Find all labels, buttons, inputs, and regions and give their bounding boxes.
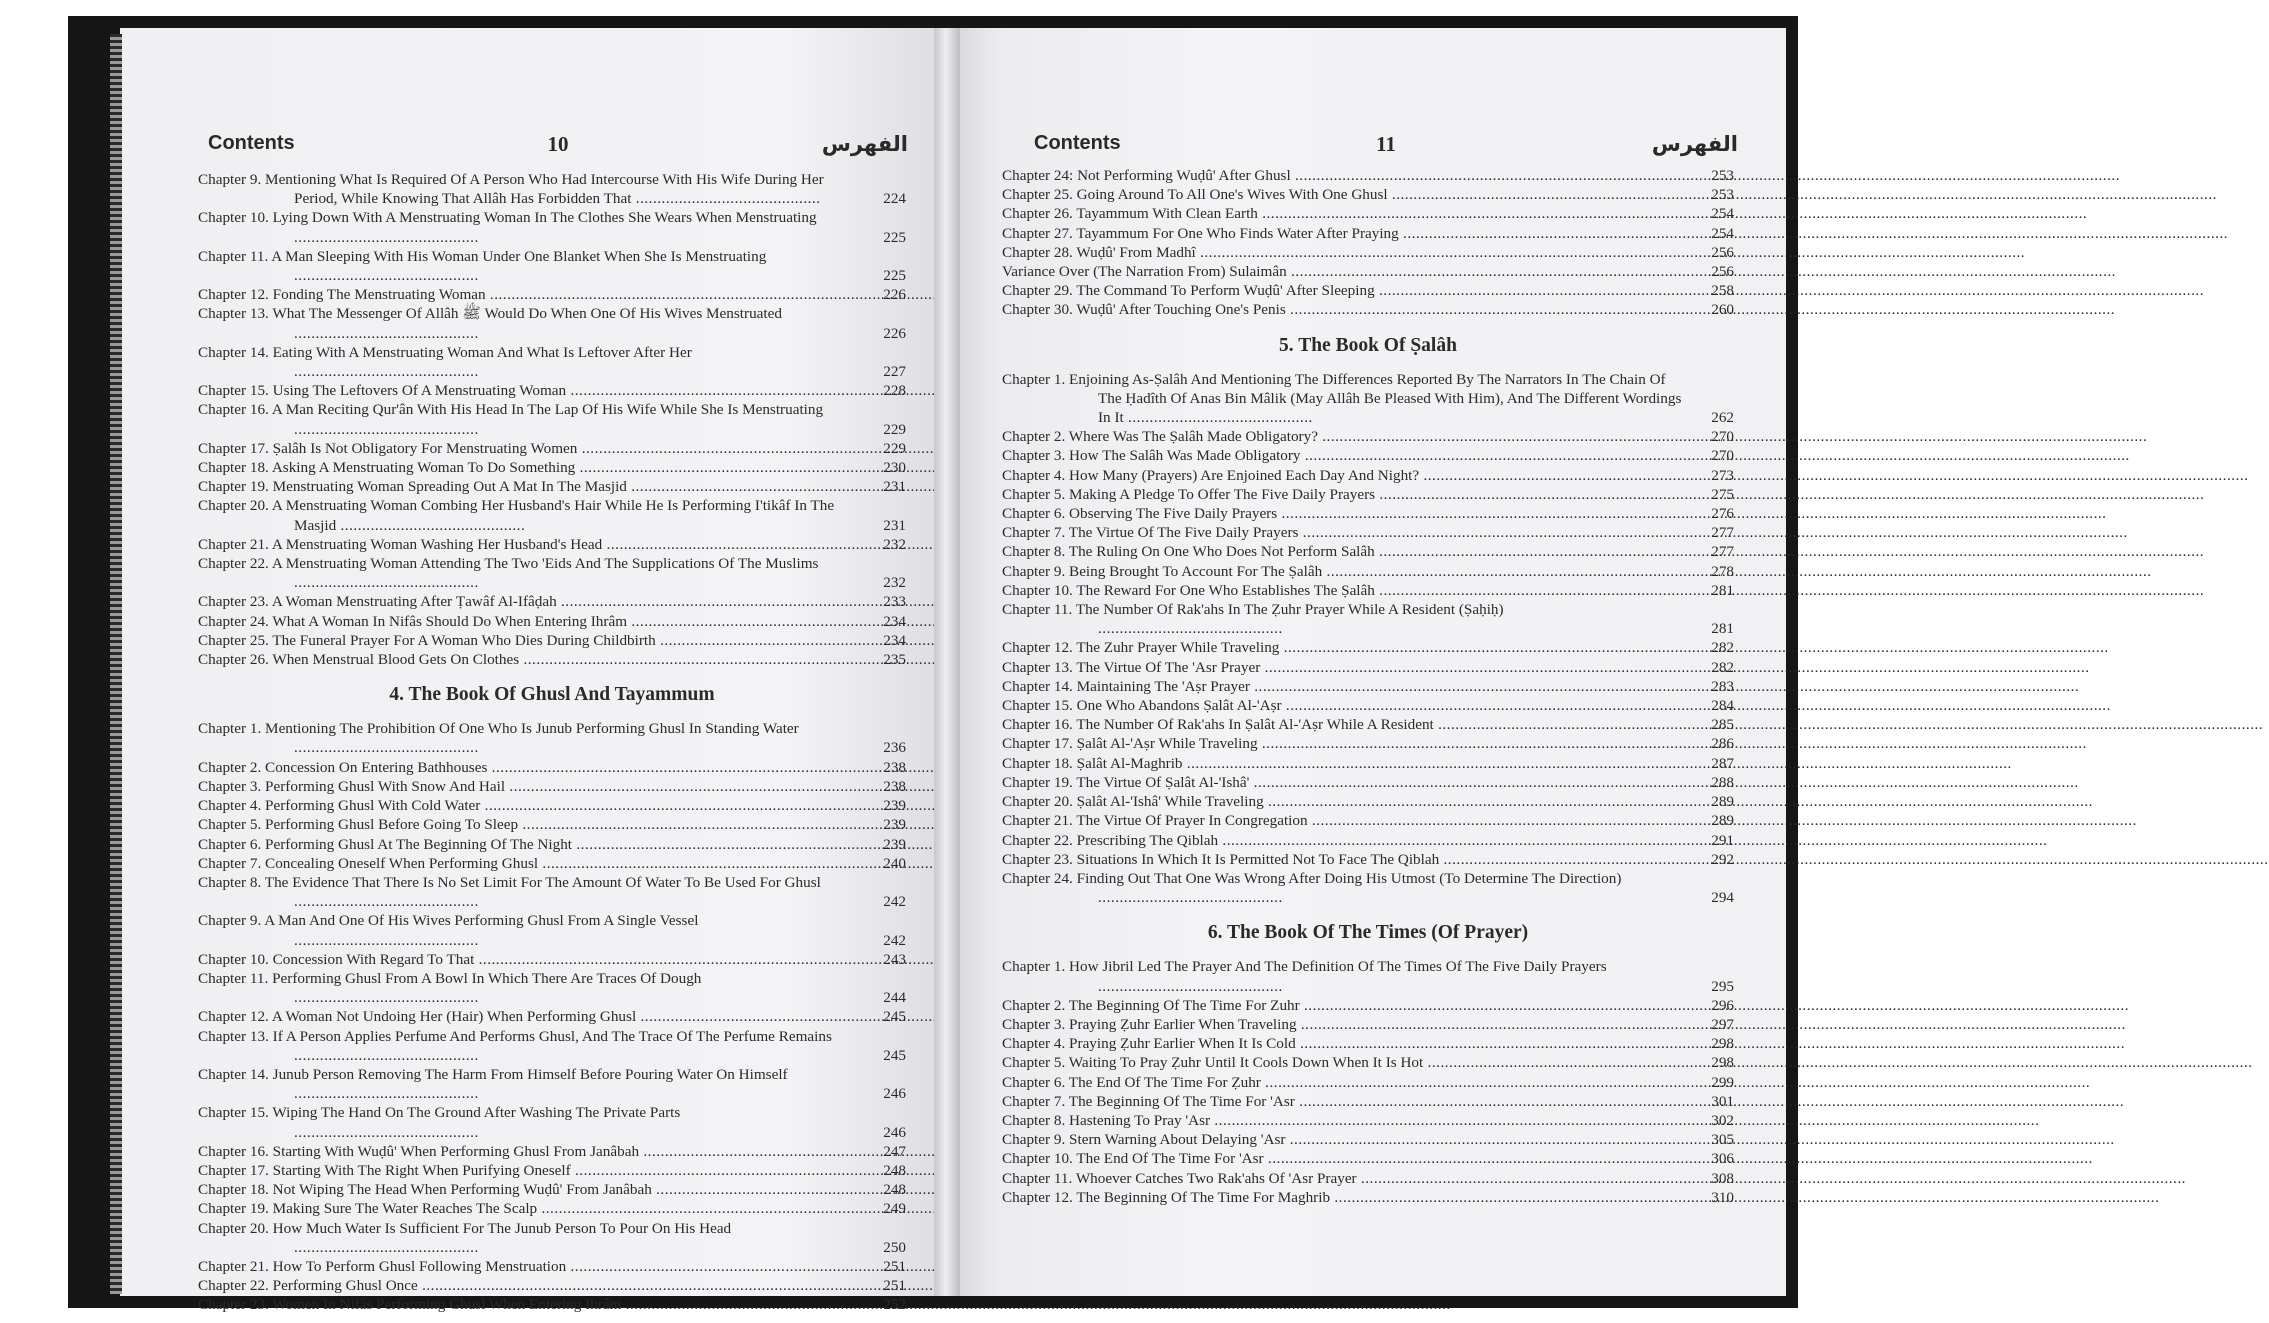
toc-entry-title: Chapter 17. Ṣalâh Is Not Obligatory For Menstruating Women ..... (198, 439, 864, 458)
toc-entry-title: Chapter 18. Asking A Menstruating Woman To Do Something ..... (198, 458, 864, 477)
toc-group-ghusl (198, 719, 906, 1314)
toc-entry (1002, 446, 1734, 465)
toc-entry (1002, 677, 1734, 696)
toc-entry-page: 246 (883, 1123, 906, 1141)
toc-entry-title: Chapter 14. Junub Person Removing The Harm From Himself Before Pouring Water On Himself ..... (198, 1065, 864, 1103)
toc-entry (1002, 1092, 1734, 1111)
toc-entry-page: 292 (1711, 850, 1734, 868)
toc-entry-page: 298 (1711, 1054, 1734, 1072)
toc-entry (1002, 754, 1734, 773)
toc-entry-title: Chapter 25. The Funeral Prayer For A Woman Who Dies During Childbirth ..... (198, 631, 864, 650)
toc-entry (1002, 792, 1734, 811)
toc-entry-page: 254 (1711, 224, 1734, 242)
toc-entry (1002, 638, 1734, 657)
toc-entry-title: Chapter 19. Menstruating Woman Spreading Out A Mat In The Masjid ..... (198, 477, 864, 496)
toc-entry-page: 260 (1711, 301, 1734, 319)
toc-entry-title: Chapter 1. Enjoining As-Ṣalâh And Mentioning The Differences Reported By The Narrators In The Chain Of The Ḥadîth Of Anas Bin Mâlik (May Allâh Be Pleased With Him), And The Different Wordings In It ..... (1002, 370, 1692, 428)
toc-entry-title: Chapter 4. How Many (Prayers) Are Enjoined Each Day And Night? ..... (1002, 466, 1692, 485)
contents-label: Contents (1034, 132, 1121, 154)
toc-entry-title: Chapter 5. Making A Pledge To Offer The Five Daily Prayers ..... (1002, 485, 1692, 504)
toc-entry-page: 234 (883, 631, 906, 649)
toc-entry (198, 1142, 906, 1161)
arabic-contents-label: الفهرس (1651, 133, 1738, 156)
toc-entry-page: 231 (883, 478, 906, 496)
toc-group-menstruation (198, 170, 906, 669)
toc-entry (198, 285, 906, 304)
toc-entry (198, 535, 906, 554)
page-header (1034, 120, 1738, 160)
toc-entry-page: 262 (1711, 409, 1734, 427)
toc-entry (1002, 811, 1734, 830)
toc-entry-page: 239 (883, 816, 906, 834)
toc-entry-page: 248 (883, 1161, 906, 1179)
toc-entry-title: Chapter 20. A Menstruating Woman Combing Her Husband's Hair While He Is Performing I'tikâf In The Masjid ..... (198, 496, 864, 534)
toc-entry-title: Chapter 11. The Number Of Rak'ahs In The Ẓuhr Prayer While A Resident (Ṣaḥiḥ) ..... (1002, 600, 1692, 638)
toc-entry (1002, 831, 1734, 850)
toc-entry-title: Chapter 4. Performing Ghusl With Cold Water ..... (198, 796, 864, 815)
toc-entry-title: Chapter 6. Performing Ghusl At The Beginning Of The Night ..... (198, 835, 864, 854)
toc-entry-title: Chapter 25. Going Around To All One's Wives With One Ghusl ..... (1002, 185, 1692, 204)
toc-entry (1002, 427, 1734, 446)
toc-entry (198, 911, 906, 949)
toc-entry (198, 1007, 906, 1026)
toc-entry (198, 835, 906, 854)
page-edge-lines (110, 34, 122, 1294)
toc-entry (1002, 1034, 1734, 1053)
toc-entry-page: 302 (1711, 1111, 1734, 1129)
toc-entry (1002, 850, 1734, 869)
table-of-contents (198, 170, 906, 1315)
toc-entry-title: Chapter 23. Situations In Which It Is Permitted Not To Face The Qiblah ..... (1002, 850, 1692, 869)
toc-entry-title: Chapter 9. Mentioning What Is Required Of A Person Who Had Intercourse With His Wife During Her Period, While Knowing That Allâh Has Forbidden That ..... (198, 170, 864, 208)
toc-entry-title: Chapter 9. Being Brought To Account For The Ṣalâh ..... (1002, 562, 1692, 581)
toc-entry-page: 242 (883, 893, 906, 911)
toc-entry (1002, 224, 1734, 243)
toc-entry (1002, 485, 1734, 504)
toc-entry-page: 289 (1711, 793, 1734, 811)
toc-entry-title: Chapter 23. A Woman Menstruating After Ṭawâf Al-Ifâḍah ..... (198, 592, 864, 611)
toc-entry (198, 1065, 906, 1103)
contents-label: Contents (208, 132, 295, 154)
toc-entry-title: Chapter 22. Prescribing The Qiblah ..... (1002, 831, 1692, 850)
toc-entry-page: 230 (883, 459, 906, 477)
toc-entry-page: 229 (883, 420, 906, 438)
toc-entry (198, 247, 906, 285)
toc-entry (1002, 773, 1734, 792)
toc-entry-title: Chapter 11. A Man Sleeping With His Woman Under One Blanket When She Is Menstruating ..... (198, 247, 864, 285)
toc-entry (198, 400, 906, 438)
toc-entry (1002, 957, 1734, 995)
toc-entry (1002, 370, 1734, 428)
toc-entry (1002, 1015, 1734, 1034)
toc-entry-page: 284 (1711, 697, 1734, 715)
toc-entry-title: Chapter 12. The Beginning Of The Time For Maghrib ..... (1002, 1188, 1692, 1207)
toc-entry (1002, 734, 1734, 753)
toc-entry-title: Chapter 15. Using The Leftovers Of A Menstruating Woman ..... (198, 381, 864, 400)
toc-entry-page: 270 (1711, 428, 1734, 446)
toc-entry-title: Chapter 30. Wuḍû' After Touching One's Penis ..... (1002, 300, 1692, 319)
toc-entry-title: Chapter 14. Eating With A Menstruating Woman And What Is Leftover After Her ..... (198, 343, 864, 381)
toc-entry (198, 873, 906, 911)
toc-entry (1002, 600, 1734, 638)
toc-entry-page: 282 (1711, 658, 1734, 676)
toc-entry-title: Chapter 13. The Virtue Of The 'Asr Prayer ..... (1002, 658, 1692, 677)
toc-entry-page: 224 (883, 190, 906, 208)
toc-entry-title: Chapter 2. The Beginning Of The Time For Zuhr ..... (1002, 996, 1692, 1015)
toc-entry-page: 226 (883, 286, 906, 304)
toc-entry-page: 285 (1711, 716, 1734, 734)
toc-entry (1002, 562, 1734, 581)
toc-entry (198, 719, 906, 757)
toc-entry-title: Chapter 3. How The Salâh Was Made Obligatory ..... (1002, 446, 1692, 465)
toc-entry-page: 289 (1711, 812, 1734, 830)
toc-entry-title: Chapter 26. When Menstrual Blood Gets On Clothes ..... (198, 650, 864, 669)
toc-entry (1002, 1188, 1734, 1207)
toc-entry-page: 250 (883, 1238, 906, 1256)
toc-entry-page: 240 (883, 854, 906, 872)
toc-entry-page: 233 (883, 593, 906, 611)
toc-entry-title: Chapter 4. Praying Ẓuhr Earlier When It Is Cold ..... (1002, 1034, 1692, 1053)
toc-entry-title: Chapter 16. A Man Reciting Qur'ân With His Head In The Lap Of His Wife While She Is Menstruating ..... (198, 400, 864, 438)
toc-entry (198, 170, 906, 208)
toc-entry (198, 969, 906, 1007)
toc-entry-page: 258 (1711, 282, 1734, 300)
toc-entry (198, 758, 906, 777)
toc-entry (198, 592, 906, 611)
toc-entry-title: Chapter 8. Hastening To Pray 'Asr ..... (1002, 1111, 1692, 1130)
section-title-times: 6. The Book Of The Times (Of Prayer) (1207, 922, 1529, 944)
toc-entry (198, 1276, 906, 1295)
toc-entry-title: Chapter 14. Maintaining The 'Aṣr Prayer ..... (1002, 677, 1692, 696)
toc-entry-page: 234 (883, 612, 906, 630)
page-number: 10 (547, 132, 569, 156)
toc-entry (1002, 1073, 1734, 1092)
toc-entry (198, 208, 906, 246)
toc-entry-page: 301 (1711, 1092, 1734, 1110)
toc-entry-page: 256 (1711, 243, 1734, 261)
toc-entry-title: Chapter 10. Concession With Regard To That ..... (198, 950, 864, 969)
toc-entry-page: 242 (883, 931, 906, 949)
toc-entry (1002, 1149, 1734, 1168)
toc-entry-page: 251 (883, 1277, 906, 1295)
toc-entry-title: Chapter 1. Mentioning The Prohibition Of One Who Is Junub Performing Ghusl In Standing Water ..... (198, 719, 864, 757)
toc-entry-title: Chapter 7. The Virtue Of The Five Daily Prayers ..... (1002, 523, 1692, 542)
toc-entry-page: 281 (1711, 620, 1734, 638)
toc-entry (198, 554, 906, 592)
toc-entry-title: Chapter 12. A Woman Not Undoing Her (Hair) When Performing Ghusl ..... (198, 1007, 864, 1026)
toc-entry-page: 275 (1711, 485, 1734, 503)
toc-entry-page: 277 (1711, 543, 1734, 561)
toc-entry-title: Chapter 23. Women In Nifâs Performing Ghusl When Entering Ihrâm ..... (198, 1295, 864, 1314)
toc-entry-page: 254 (1711, 205, 1734, 223)
toc-entry (198, 381, 906, 400)
toc-entry-title: Chapter 2. Where Was The Ṣalâh Made Obligatory? ..... (1002, 427, 1692, 446)
toc-entry (1002, 1130, 1734, 1149)
toc-entry (1002, 1111, 1734, 1130)
toc-entry-page: 228 (883, 382, 906, 400)
toc-entry (198, 650, 906, 669)
toc-entry (198, 854, 906, 873)
toc-entry (198, 439, 906, 458)
toc-entry (198, 1027, 906, 1065)
toc-entry-title: Chapter 20. Ṣalât Al-'Ishâ' While Traveling ..... (1002, 792, 1692, 811)
toc-entry-title: Chapter 10. Lying Down With A Menstruating Woman In The Clothes She Wears When Menstruating ..... (198, 208, 864, 246)
toc-entry-page: 270 (1711, 447, 1734, 465)
book-spine (934, 28, 960, 1296)
toc-entry (198, 458, 906, 477)
toc-entry-title: Chapter 16. Starting With Wuḍû' When Performing Ghusl From Janâbah ..... (198, 1142, 864, 1161)
toc-entry-page: 253 (1711, 167, 1734, 184)
toc-entry-title: Chapter 24. What A Woman In Nifâs Should Do When Entering Ihrâm ..... (198, 612, 864, 631)
toc-entry-page: 238 (883, 777, 906, 795)
toc-entry-title: Chapter 16. The Number Of Rak'ahs In Ṣalât Al-'Aṣr While A Resident ..... (1002, 715, 1692, 734)
toc-entry (1002, 243, 1734, 262)
toc-entry (1002, 523, 1734, 542)
toc-entry (1002, 300, 1734, 319)
arabic-contents-label: الفهرس (821, 133, 908, 156)
toc-entry (1002, 696, 1734, 715)
toc-entry-title: Chapter 18. Not Wiping The Head When Performing Wuḍû' From Janâbah ..... (198, 1180, 864, 1199)
left-page (120, 28, 956, 1314)
toc-entry (198, 477, 906, 496)
toc-entry-title: Chapter 11. Whoever Catches Two Rak'ahs Of 'Asr Prayer ..... (1002, 1169, 1692, 1188)
toc-entry-title: Variance Over (The Narration From) Sulaimân ..... (1002, 262, 1692, 281)
right-page (946, 28, 1786, 1296)
toc-entry-page: 277 (1711, 524, 1734, 542)
toc-entry-title: Chapter 13. What The Messenger Of Allâh ﷺ Would Do When One Of His Wives Menstruated ..... (198, 304, 864, 342)
toc-entry-page: 310 (1711, 1188, 1734, 1206)
toc-entry (1002, 185, 1734, 204)
toc-entry (1002, 166, 1734, 185)
toc-entry-title: Chapter 24. Finding Out That One Was Wrong After Doing His Utmost (To Determine The Direction) ..... (1002, 869, 1692, 907)
toc-entry (198, 612, 906, 631)
toc-entry-page: 306 (1711, 1150, 1734, 1168)
toc-entry-title: Chapter 3. Performing Ghusl With Snow And Hail ..... (198, 777, 864, 796)
toc-entry-page: 288 (1711, 773, 1734, 791)
toc-entry (198, 1103, 906, 1141)
toc-entry-title: Chapter 8. The Ruling On One Who Does Not Perform Salâh ..... (1002, 542, 1692, 561)
toc-entry (198, 1219, 906, 1257)
toc-entry (198, 1257, 906, 1276)
toc-entry-page: 235 (883, 651, 906, 669)
toc-entry-page: 305 (1711, 1131, 1734, 1149)
toc-entry-page: 282 (1711, 639, 1734, 657)
toc-entry-title: Chapter 3. Praying Ẓuhr Earlier When Traveling ..... (1002, 1015, 1692, 1034)
toc-entry-page: 287 (1711, 754, 1734, 772)
toc-entry-title: Chapter 28. Wuḍû' From Madhî ..... (1002, 243, 1692, 262)
toc-entry-page: 253 (1711, 186, 1734, 204)
toc-entry (1002, 542, 1734, 561)
toc-entry-page: 245 (883, 1008, 906, 1026)
toc-entry-page: 229 (883, 439, 906, 457)
toc-entry-page: 297 (1711, 1015, 1734, 1033)
toc-entry-title: Chapter 9. Stern Warning About Delaying 'Asr ..... (1002, 1130, 1692, 1149)
toc-entry-page: 251 (883, 1257, 906, 1275)
toc-entry-page: 245 (883, 1046, 906, 1064)
toc-entry (198, 777, 906, 796)
toc-entry-page: 226 (883, 324, 906, 342)
section-title-ghusl: 4. The Book Of Ghusl And Tayammum (389, 684, 715, 706)
toc-entry-title: Chapter 6. The End Of The Time For Ẓuhr ..... (1002, 1073, 1692, 1092)
toc-entry-title: Chapter 15. Wiping The Hand On The Ground After Washing The Private Parts ..... (198, 1103, 864, 1141)
toc-entry-title: Chapter 26. Tayammum With Clean Earth ..... (1002, 204, 1692, 223)
toc-entry-title: Chapter 15. One Who Abandons Ṣalât Al-'Aṣr ..... (1002, 696, 1692, 715)
toc-entry-page: 278 (1711, 562, 1734, 580)
toc-entry-title: Chapter 13. If A Person Applies Perfume And Performs Ghusl, And The Trace Of The Perfume Remains ..... (198, 1027, 864, 1065)
toc-entry (1002, 1053, 1734, 1072)
toc-entry-title: Chapter 27. Tayammum For One Who Finds Water After Praying ..... (1002, 224, 1692, 243)
toc-entry (1002, 504, 1734, 523)
toc-entry-page: 273 (1711, 466, 1734, 484)
toc-entry-title: Chapter 11. Performing Ghusl From A Bowl In Which There Are Traces Of Dough ..... (198, 969, 864, 1007)
toc-entry-title: Chapter 8. The Evidence That There Is No Set Limit For The Amount Of Water To Be Used For Ghusl ..... (198, 873, 864, 911)
toc-entry-title: Chapter 17. Ṣalât Al-'Aṣr While Traveling ..... (1002, 734, 1692, 753)
toc-entry (198, 496, 906, 534)
toc-entry-title: Chapter 21. How To Perform Ghusl Following Menstruation ..... (198, 1257, 864, 1276)
toc-entry-page: 276 (1711, 505, 1734, 523)
toc-entry-page: 298 (1711, 1035, 1734, 1053)
toc-entry-title: Chapter 7. The Beginning Of The Time For 'Asr ..... (1002, 1092, 1692, 1111)
toc-entry-title: Chapter 7. Concealing Oneself When Performing Ghusl ..... (198, 854, 864, 873)
toc-entry (198, 950, 906, 969)
toc-entry (198, 304, 906, 342)
toc-entry (198, 343, 906, 381)
toc-entry-page: 247 (883, 1142, 906, 1160)
toc-entry (198, 1161, 906, 1180)
toc-entry-page: 291 (1711, 831, 1734, 849)
toc-entry-page: 294 (1711, 889, 1734, 907)
toc-entry-page: 248 (883, 1181, 906, 1199)
toc-entry-page: 243 (883, 950, 906, 968)
toc-entry-title: Chapter 18. Ṣalât Al-Maghrib ..... (1002, 754, 1692, 773)
toc-entry-page: 236 (883, 739, 906, 757)
page-header (208, 120, 908, 160)
toc-entry (1002, 869, 1734, 907)
toc-entry-title: Chapter 1. How Jibril Led The Prayer And The Definition Of The Times Of The Five Daily Prayers ..... (1002, 957, 1692, 995)
toc-entry-page: 225 (883, 267, 906, 285)
toc-entry-title: Chapter 12. Fonding The Menstruating Woman ..... (198, 285, 864, 304)
toc-entry (1002, 262, 1734, 281)
toc-entry-page: 225 (883, 228, 906, 246)
toc-entry-page: 239 (883, 835, 906, 853)
toc-entry-page: 295 (1711, 977, 1734, 995)
toc-entry-title: Chapter 22. A Menstruating Woman Attending The Two 'Eids And The Supplications Of The Muslims ..... (198, 554, 864, 592)
toc-entry-page: 249 (883, 1200, 906, 1218)
toc-entry-page: 252 (883, 1296, 906, 1314)
toc-entry-title: Chapter 9. A Man And One Of His Wives Performing Ghusl From A Single Vessel ..... (198, 911, 864, 949)
toc-entry-page: 232 (883, 535, 906, 553)
toc-entry-page: 238 (883, 758, 906, 776)
toc-entry-title: Chapter 10. The Reward For One Who Establishes The Ṣalâh ..... (1002, 581, 1692, 600)
toc-entry (1002, 1169, 1734, 1188)
section-title-salah: 5. The Book Of Ṣalâh (1279, 334, 1457, 356)
toc-entry-title: Chapter 5. Waiting To Pray Ẓuhr Until It Cools Down When It Is Hot ..... (1002, 1053, 1692, 1072)
toc-group-salah (1002, 370, 1734, 908)
toc-entry-page: 308 (1711, 1169, 1734, 1187)
toc-entry-page: 231 (883, 516, 906, 534)
toc-entry-page: 296 (1711, 996, 1734, 1014)
toc-entry-title: Chapter 22. Performing Ghusl Once ..... (198, 1276, 864, 1295)
table-of-contents (1002, 166, 1734, 1207)
toc-entry (198, 631, 906, 650)
toc-entry (1002, 658, 1734, 677)
toc-entry-title: Chapter 21. The Virtue Of Prayer In Congregation ..... (1002, 811, 1692, 830)
toc-entry (1002, 715, 1734, 734)
toc-entry-title: Chapter 17. Starting With The Right When Purifying Oneself ..... (198, 1161, 864, 1180)
toc-entry-page: 232 (883, 574, 906, 592)
toc-entry-title: Chapter 24: Not Performing Wuḍû' After Ghusl ..... (1002, 166, 1692, 185)
toc-entry (198, 1295, 906, 1314)
toc-entry (1002, 996, 1734, 1015)
toc-entry-page: 256 (1711, 263, 1734, 281)
toc-entry-page: 299 (1711, 1073, 1734, 1091)
toc-entry (1002, 204, 1734, 223)
toc-group-tayammum (1002, 166, 1734, 320)
toc-entry-title: Chapter 6. Observing The Five Daily Prayers ..... (1002, 504, 1692, 523)
toc-entry (1002, 581, 1734, 600)
toc-entry-title: Chapter 5. Performing Ghusl Before Going To Sleep ..... (198, 815, 864, 834)
toc-entry-title: Chapter 2. Concession On Entering Bathhouses ..... (198, 758, 864, 777)
toc-entry (198, 815, 906, 834)
toc-entry (198, 1180, 906, 1199)
toc-entry-page: 227 (883, 363, 906, 381)
page-number: 11 (1376, 132, 1396, 156)
toc-entry-page: 286 (1711, 735, 1734, 753)
toc-entry (198, 1199, 906, 1218)
toc-entry-title: Chapter 20. How Much Water Is Sufficient For The Junub Person To Pour On His Head ..... (198, 1219, 864, 1257)
toc-entry (198, 796, 906, 815)
toc-entry-title: Chapter 29. The Command To Perform Wuḍû' After Sleeping ..... (1002, 281, 1692, 300)
toc-entry-title: Chapter 21. A Menstruating Woman Washing Her Husband's Head ..... (198, 535, 864, 554)
toc-entry-title: Chapter 19. The Virtue Of Ṣalât Al-'Ishâ' ..... (1002, 773, 1692, 792)
toc-entry-page: 281 (1711, 581, 1734, 599)
toc-entry-page: 246 (883, 1085, 906, 1103)
toc-entry (1002, 281, 1734, 300)
toc-entry-page: 283 (1711, 677, 1734, 695)
toc-entry-page: 244 (883, 989, 906, 1007)
toc-entry-title: Chapter 10. The End Of The Time For 'Asr ..... (1002, 1149, 1692, 1168)
toc-entry-title: Chapter 19. Making Sure The Water Reaches The Scalp ..... (198, 1199, 864, 1218)
toc-entry (1002, 466, 1734, 485)
toc-entry-page: 239 (883, 797, 906, 815)
toc-group-times (1002, 957, 1734, 1207)
toc-entry-title: Chapter 12. The Zuhr Prayer While Traveling ..... (1002, 638, 1692, 657)
